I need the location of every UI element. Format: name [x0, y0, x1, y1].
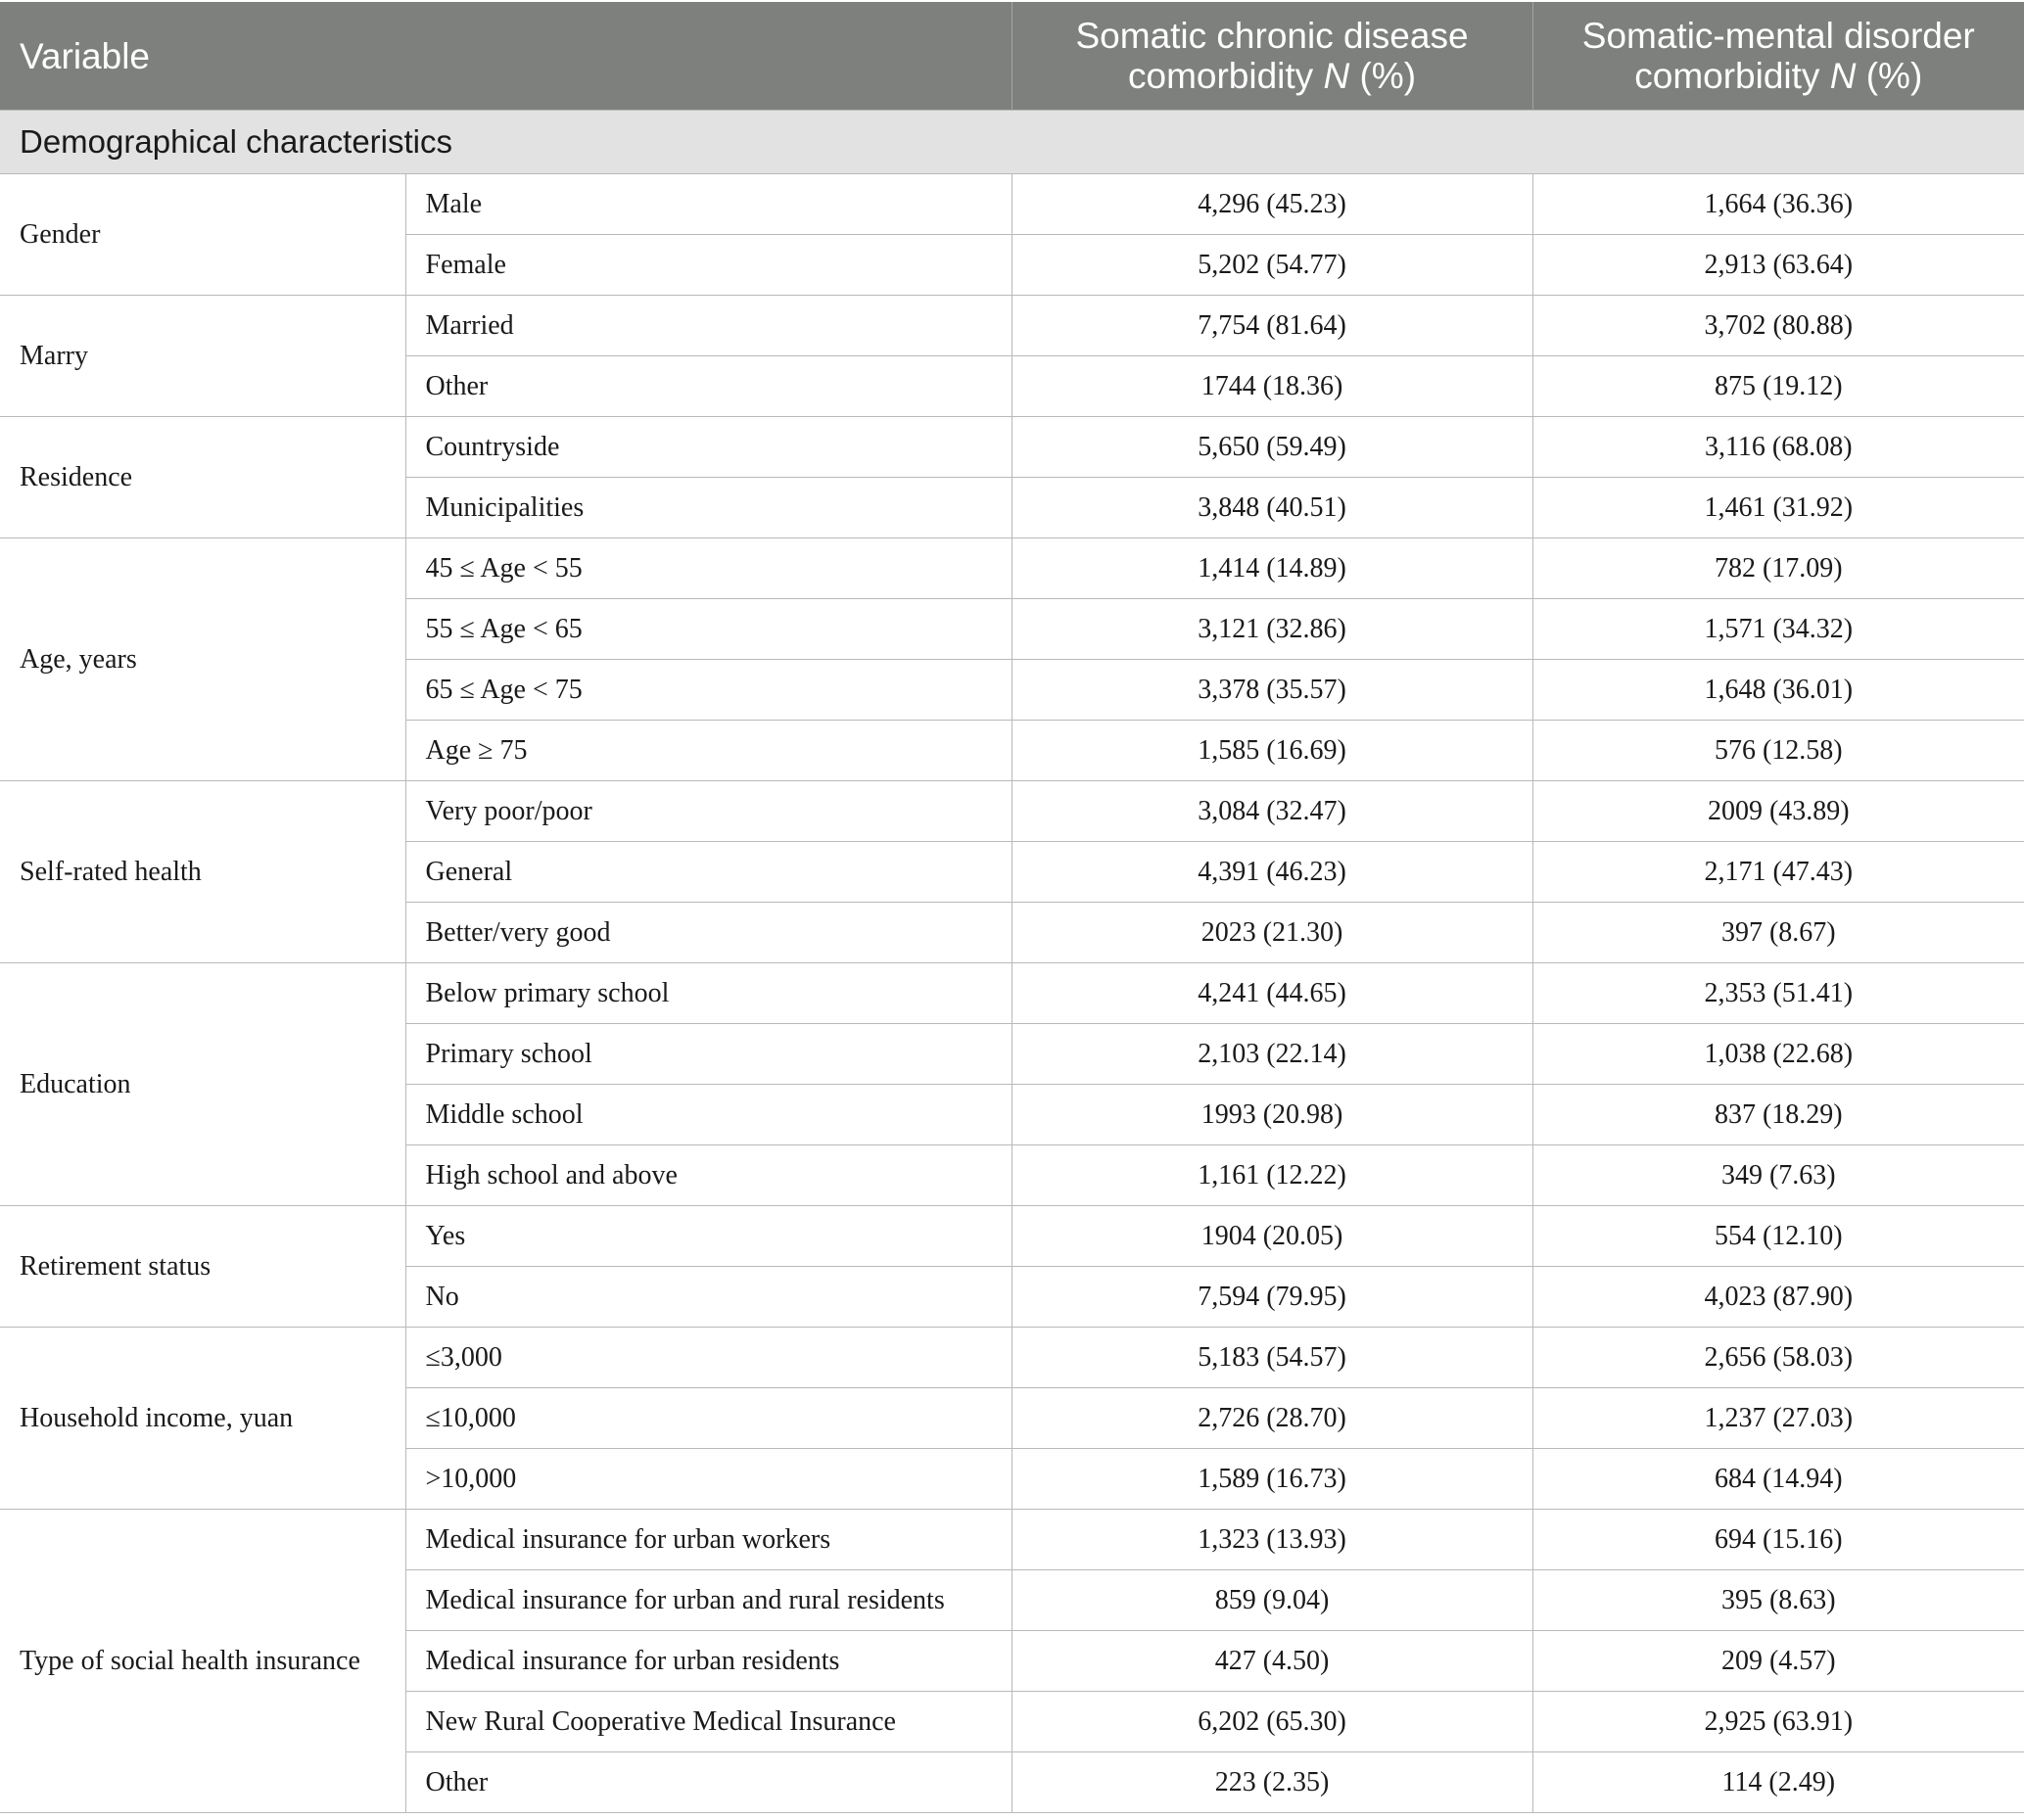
somatic-chronic-value: 4,241 (44.65) [1012, 963, 1532, 1024]
somatic-mental-value: 684 (14.94) [1532, 1449, 2024, 1510]
category-label: Male [405, 174, 1012, 235]
header-variable: Variable [0, 2, 1012, 111]
somatic-chronic-value: 4,391 (46.23) [1012, 842, 1532, 903]
table-row [0, 417, 2024, 478]
somatic-mental-value: 782 (17.09) [1532, 538, 2024, 599]
somatic-chronic-value: 1,585 (16.69) [1012, 721, 1532, 781]
somatic-mental-value: 1,571 (34.32) [1532, 599, 2024, 660]
category-label: No [405, 1267, 1012, 1328]
category-label: 65 ≤ Age < 75 [405, 660, 1012, 721]
somatic-mental-value: 2,656 (58.03) [1532, 1328, 2024, 1388]
somatic-mental-value: 395 (8.63) [1532, 1570, 2024, 1631]
somatic-mental-value: 694 (15.16) [1532, 1510, 2024, 1570]
header-somatic-mental-n: N [1829, 56, 1857, 96]
header-somatic-chronic-percent: (%) [1349, 56, 1417, 96]
somatic-chronic-value: 427 (4.50) [1012, 1631, 1532, 1692]
somatic-chronic-value: 1,589 (16.73) [1012, 1449, 1532, 1510]
category-label: ≤3,000 [405, 1328, 1012, 1388]
table-row [0, 781, 2024, 842]
category-label: New Rural Cooperative Medical Insurance [405, 1692, 1012, 1752]
category-label: Countryside [405, 417, 1012, 478]
somatic-chronic-value: 7,754 (81.64) [1012, 296, 1532, 356]
category-label: Medical insurance for urban workers [405, 1510, 1012, 1570]
somatic-chronic-value: 2023 (21.30) [1012, 903, 1532, 963]
somatic-chronic-value: 3,121 (32.86) [1012, 599, 1532, 660]
variable-label: Residence [0, 417, 405, 538]
somatic-mental-value: 2,171 (47.43) [1532, 842, 2024, 903]
header-somatic-mental-comorbidity: comorbidity [1634, 56, 1830, 96]
somatic-chronic-value: 223 (2.35) [1012, 1752, 1532, 1813]
variable-label: Gender [0, 174, 405, 296]
table-row [0, 296, 2024, 356]
somatic-mental-value: 349 (7.63) [1532, 1145, 2024, 1206]
table-row [0, 1328, 2024, 1388]
category-label: 55 ≤ Age < 65 [405, 599, 1012, 660]
somatic-mental-value: 1,038 (22.68) [1532, 1024, 2024, 1085]
somatic-mental-value: 2,353 (51.41) [1532, 963, 2024, 1024]
somatic-mental-value: 397 (8.67) [1532, 903, 2024, 963]
category-label: 45 ≤ Age < 55 [405, 538, 1012, 599]
variable-label: Education [0, 963, 405, 1206]
somatic-mental-value: 875 (19.12) [1532, 356, 2024, 417]
somatic-mental-value: 1,648 (36.01) [1532, 660, 2024, 721]
category-label: Other [405, 356, 1012, 417]
somatic-mental-value: 554 (12.10) [1532, 1206, 2024, 1267]
header-somatic-mental-line2 [1533, 56, 2024, 96]
section-row [0, 111, 2024, 174]
somatic-chronic-value: 3,378 (35.57) [1012, 660, 1532, 721]
somatic-chronic-value: 5,202 (54.77) [1012, 235, 1532, 296]
variable-label: Self-rated health [0, 781, 405, 963]
somatic-mental-value: 4,023 (87.90) [1532, 1267, 2024, 1328]
somatic-mental-value: 2,913 (63.64) [1532, 235, 2024, 296]
category-label: Yes [405, 1206, 1012, 1267]
category-label: General [405, 842, 1012, 903]
variable-label: Type of social health insurance [0, 1510, 405, 1813]
somatic-chronic-value: 1744 (18.36) [1012, 356, 1532, 417]
somatic-mental-value: 2009 (43.89) [1532, 781, 2024, 842]
table-body [0, 111, 2024, 1813]
somatic-chronic-value: 2,726 (28.70) [1012, 1388, 1532, 1449]
category-label: High school and above [405, 1145, 1012, 1206]
somatic-chronic-value: 1904 (20.05) [1012, 1206, 1532, 1267]
data-table [0, 2, 2024, 1813]
section-title: Demographical characteristics [0, 111, 2024, 174]
category-label: Female [405, 235, 1012, 296]
somatic-chronic-value: 4,296 (45.23) [1012, 174, 1532, 235]
somatic-chronic-value: 1,323 (13.93) [1012, 1510, 1532, 1570]
somatic-mental-value: 3,702 (80.88) [1532, 296, 2024, 356]
table-row [0, 538, 2024, 599]
somatic-chronic-value: 6,202 (65.30) [1012, 1692, 1532, 1752]
somatic-chronic-value: 3,848 (40.51) [1012, 478, 1532, 538]
category-label: Below primary school [405, 963, 1012, 1024]
somatic-chronic-value: 5,650 (59.49) [1012, 417, 1532, 478]
category-label: Medical insurance for urban residents [405, 1631, 1012, 1692]
table-row [0, 1206, 2024, 1267]
header-somatic-mental-percent: (%) [1856, 56, 1923, 96]
table-row [0, 1510, 2024, 1570]
category-label: Better/very good [405, 903, 1012, 963]
category-label: Age ≥ 75 [405, 721, 1012, 781]
somatic-chronic-value: 5,183 (54.57) [1012, 1328, 1532, 1388]
somatic-mental-value: 1,664 (36.36) [1532, 174, 2024, 235]
header-somatic-chronic-n: N [1323, 56, 1350, 96]
header-somatic-chronic [1012, 2, 1532, 111]
category-label: >10,000 [405, 1449, 1012, 1510]
table-row [0, 174, 2024, 235]
variable-label: Marry [0, 296, 405, 417]
category-label: ≤10,000 [405, 1388, 1012, 1449]
somatic-chronic-value: 1,414 (14.89) [1012, 538, 1532, 599]
somatic-chronic-value: 2,103 (22.14) [1012, 1024, 1532, 1085]
variable-label: Age, years [0, 538, 405, 781]
somatic-mental-value: 3,116 (68.08) [1532, 417, 2024, 478]
category-label: Middle school [405, 1085, 1012, 1145]
header-somatic-mental [1532, 2, 2024, 111]
category-label: Married [405, 296, 1012, 356]
somatic-chronic-value: 7,594 (79.95) [1012, 1267, 1532, 1328]
category-label: Municipalities [405, 478, 1012, 538]
header-somatic-mental-line1: Somatic-mental disorder [1581, 16, 1975, 56]
variable-label: Household income, yuan [0, 1328, 405, 1510]
somatic-mental-value: 1,461 (31.92) [1532, 478, 2024, 538]
variable-label: Retirement status [0, 1206, 405, 1328]
category-label: Medical insurance for urban and rural residents [405, 1570, 1012, 1631]
category-label: Other [405, 1752, 1012, 1813]
somatic-mental-value: 114 (2.49) [1532, 1752, 2024, 1813]
somatic-chronic-value: 3,084 (32.47) [1012, 781, 1532, 842]
header-row [0, 2, 2024, 111]
category-label: Primary school [405, 1024, 1012, 1085]
table-row [0, 963, 2024, 1024]
table-header [0, 2, 2024, 111]
somatic-mental-value: 576 (12.58) [1532, 721, 2024, 781]
header-somatic-chronic-comorbidity: comorbidity [1128, 56, 1324, 96]
somatic-mental-value: 2,925 (63.91) [1532, 1692, 2024, 1752]
header-somatic-chronic-line2 [1012, 56, 1532, 96]
somatic-chronic-value: 1,161 (12.22) [1012, 1145, 1532, 1206]
somatic-mental-value: 837 (18.29) [1532, 1085, 2024, 1145]
somatic-mental-value: 1,237 (27.03) [1532, 1388, 2024, 1449]
somatic-chronic-value: 859 (9.04) [1012, 1570, 1532, 1631]
header-somatic-chronic-line1: Somatic chronic disease [1075, 16, 1469, 56]
somatic-mental-value: 209 (4.57) [1532, 1631, 2024, 1692]
category-label: Very poor/poor [405, 781, 1012, 842]
somatic-chronic-value: 1993 (20.98) [1012, 1085, 1532, 1145]
